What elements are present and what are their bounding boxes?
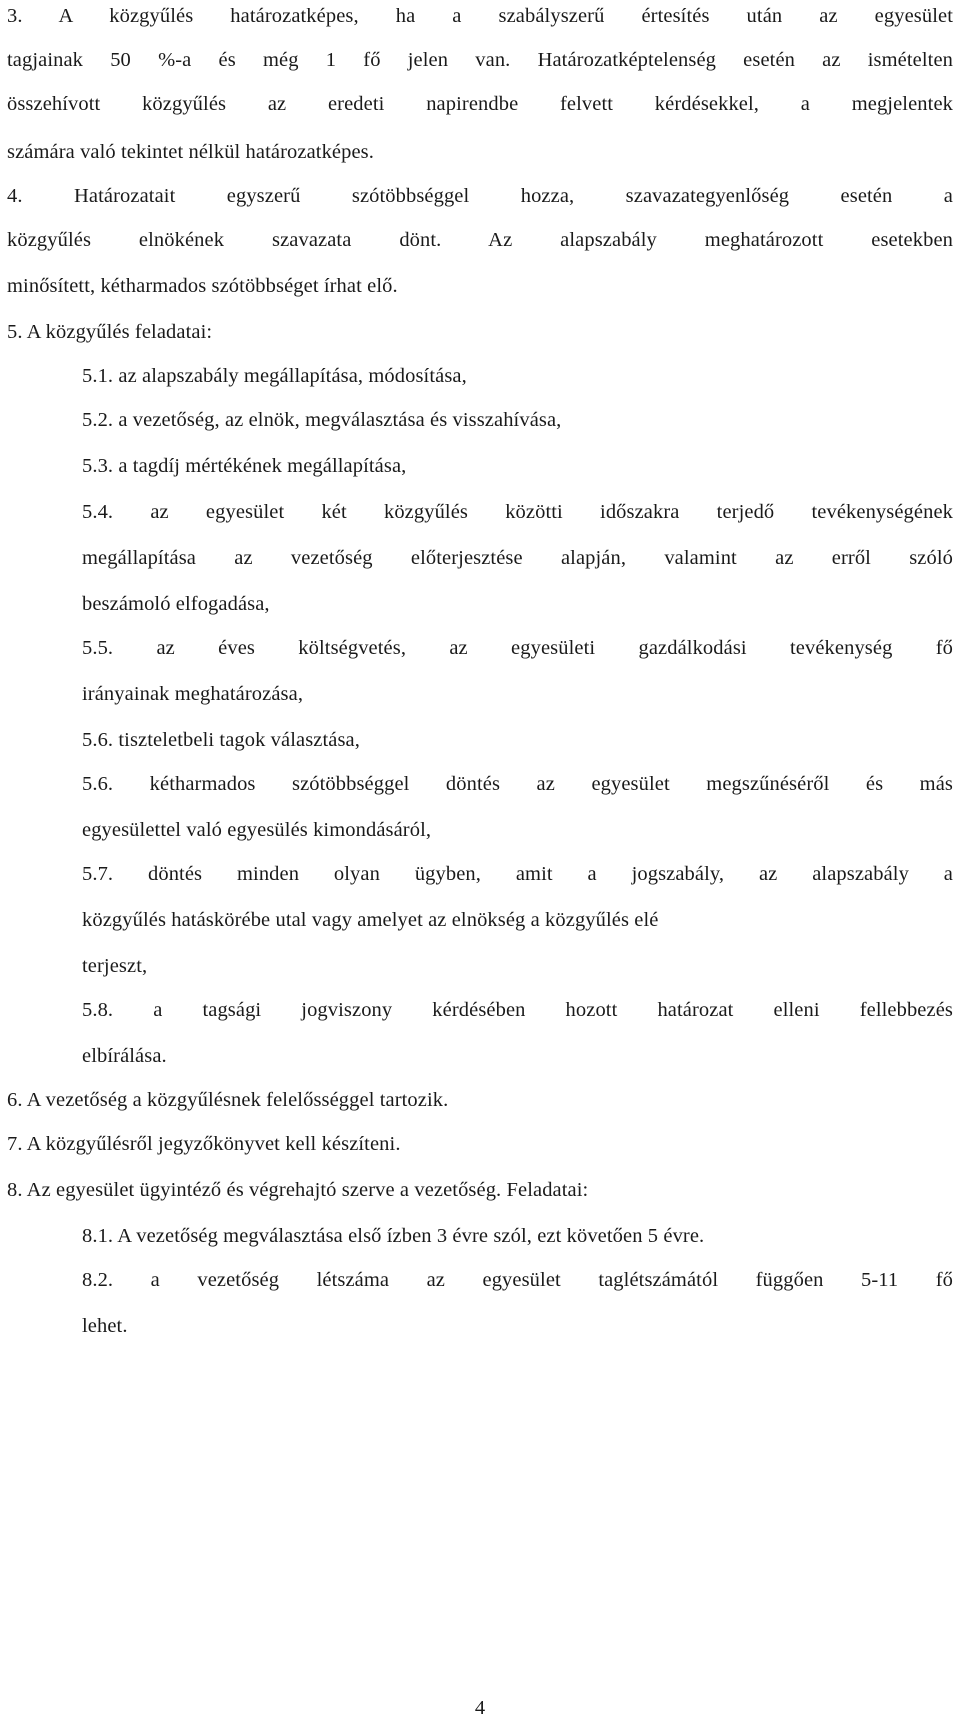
paragraph-3-line-2: tagjainak 50 %-a és még 1 fő jelen van. Határozatképtelenség esetén az ismételten xyxy=(7,49,953,71)
paragraph-6: 6. A vezetőség a közgyűlésnek felelősséggel tartozik. xyxy=(7,1089,449,1111)
item-5-6b-line-2: egyesülettel való egyesülés kimondásáról, xyxy=(82,819,432,841)
paragraph-8: 8. Az egyesület ügyintéző és végrehajtó szerve a vezetőség. Feladatai: xyxy=(7,1179,589,1201)
paragraph-5-heading: 5. A közgyűlés feladatai: xyxy=(7,321,213,343)
paragraph-3-line-3: összehívott közgyűlés az eredeti napirendbe felvett kérdésekkel, a megjelentek xyxy=(7,93,953,115)
item-5-2: 5.2. a vezetőség, az elnök, megválasztása és visszahívása, xyxy=(82,409,562,431)
item-5-1: 5.1. az alapszabály megállapítása, módosítása, xyxy=(82,365,467,387)
item-5-4-line-2: megállapítása az vezetőség előterjesztése alapján, valamint az erről szóló xyxy=(82,547,953,569)
item-5-7-line-3: terjeszt, xyxy=(82,955,148,977)
item-5-4-line-3: beszámoló elfogadása, xyxy=(82,593,270,615)
item-5-5-line-2: irányainak meghatározása, xyxy=(82,683,304,705)
paragraph-7: 7. A közgyűlésről jegyzőkönyvet kell készíteni. xyxy=(7,1133,401,1155)
item-5-4-line-1: 5.4. az egyesület két közgyűlés közötti időszakra terjedő tevékenységének xyxy=(82,501,953,523)
item-5-5-line-1: 5.5. az éves költségvetés, az egyesületi gazdálkodási tevékenység fő xyxy=(82,637,953,659)
item-8-2-line-1: 8.2. a vezetőség létszáma az egyesület taglétszámától függően 5-11 fő xyxy=(82,1269,953,1291)
page-number: 4 xyxy=(474,1697,486,1719)
item-5-7-line-1: 5.7. döntés minden olyan ügyben, amit a jogszabály, az alapszabály a xyxy=(82,863,953,885)
item-8-1: 8.1. A vezetőség megválasztása első ízben 3 évre szól, ezt követően 5 évre. xyxy=(82,1225,705,1247)
paragraph-4-line-3: minősített, kétharmados szótöbbséget írhat elő. xyxy=(7,275,398,297)
item-5-6b-line-1: 5.6. kétharmados szótöbbséggel döntés az egyesület megszűnéséről és más xyxy=(82,773,953,795)
item-5-3: 5.3. a tagdíj mértékének megállapítása, xyxy=(82,455,407,477)
item-5-7-line-2: közgyűlés hatáskörébe utal vagy amelyet az elnökség a közgyűlés elé xyxy=(82,909,659,931)
paragraph-3-line-4: számára való tekintet nélkül határozatképes. xyxy=(7,141,374,163)
paragraph-4-line-2: közgyűlés elnökének szavazata dönt. Az alapszabály meghatározott esetekben xyxy=(7,229,953,251)
item-8-2-line-2: lehet. xyxy=(82,1315,128,1337)
paragraph-3-line-1: 3. A közgyűlés határozatképes, ha a szabályszerű értesítés után az egyesület xyxy=(7,5,953,27)
paragraph-4-line-1: 4. Határozatait egyszerű szótöbbséggel hozza, szavazategyenlőség esetén a xyxy=(7,185,953,207)
item-5-8-line-1: 5.8. a tagsági jogviszony kérdésében hozott határozat elleni fellebbezés xyxy=(82,999,953,1021)
item-5-6a: 5.6. tiszteletbeli tagok választása, xyxy=(82,729,360,751)
item-5-8-line-2: elbírálása. xyxy=(82,1045,167,1067)
